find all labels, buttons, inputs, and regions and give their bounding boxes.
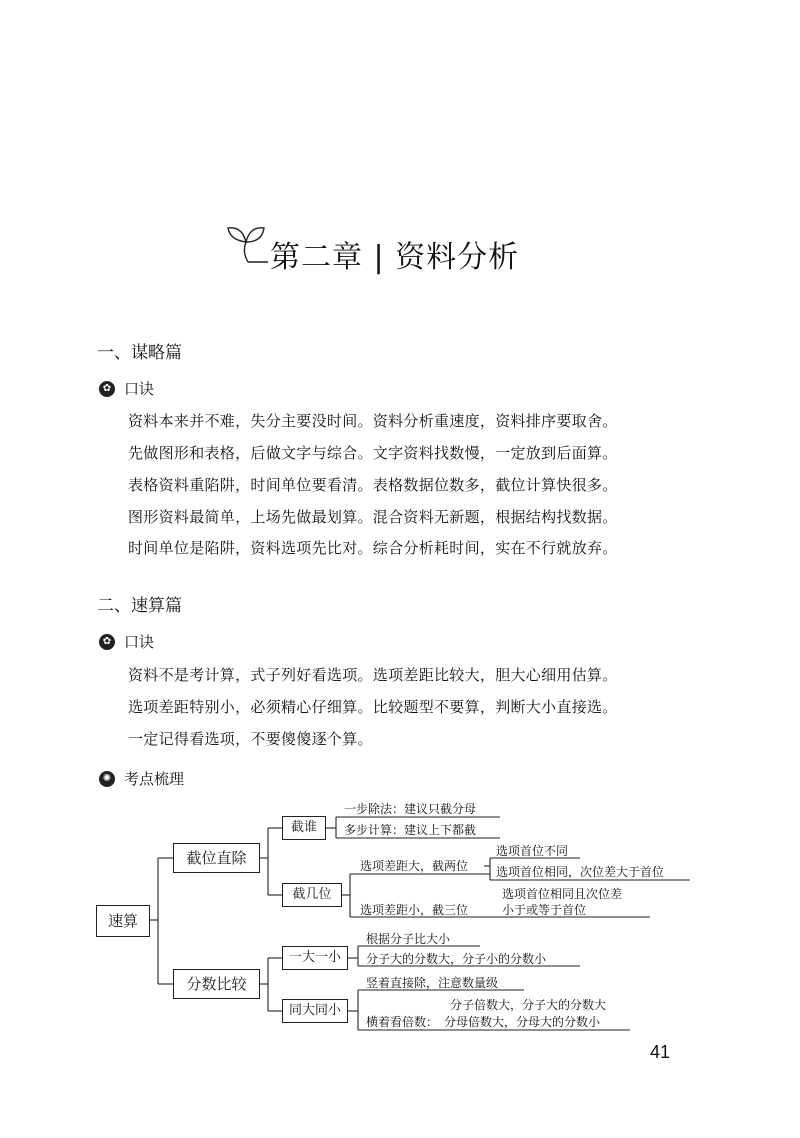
mindmap-leaf: 选项差距小，截三位 bbox=[360, 903, 469, 917]
section-title-strategy: 一、谋略篇 bbox=[97, 343, 182, 363]
mindmap-leaf-prefix: 横着看倍数： bbox=[366, 1015, 439, 1029]
chapter-title: 第二章 | 资料分析 bbox=[270, 240, 520, 275]
mindmap-root: 速算 bbox=[96, 905, 150, 937]
mindmap-leaf: 选项首位相同，次位差大于首位 bbox=[496, 865, 665, 879]
verse-line: 选项差距特别小，必须精心仔细算。比较题型不要算，判断大小直接选。 bbox=[128, 698, 618, 716]
mindmap-node-both-big-or-small: 同大同小 bbox=[282, 999, 348, 1023]
mindmap-leaf: 根据分子比大小 bbox=[366, 932, 451, 946]
verse-line: 一定记得看选项，不要傻傻逐个算。 bbox=[128, 730, 373, 748]
verse-line: 先做图形和表格，后做文字与综合。文字资料找数慢，一定放到后面算。 bbox=[128, 444, 618, 462]
subsection-title-rhyme: 口诀 bbox=[124, 380, 155, 398]
mindmap-leaf: 小于或等于首位 bbox=[502, 903, 587, 917]
page-number: 41 bbox=[650, 1042, 671, 1062]
verse-line: 时间单位是陷阱，资料选项先比对。综合分析耗时间，实在不行就放弃。 bbox=[128, 539, 618, 557]
subsection-title-key-points: 考点梳理 bbox=[124, 770, 185, 788]
mindmap-leaf: 分子大的分数大，分子小的分数小 bbox=[366, 952, 547, 966]
rhyme-icon: ✿ bbox=[99, 634, 115, 650]
verse-line: 表格资料重陷阱，时间单位要看清。表格数据位数多，截位计算快很多。 bbox=[128, 476, 618, 494]
verse-line: 图形资料最简单，上场先做最划算。混合资料无新题，根据结构找数据。 bbox=[128, 508, 618, 526]
subsection-title-rhyme: 口诀 bbox=[124, 633, 155, 651]
mindmap-branch-fraction-compare: 分数比较 bbox=[173, 969, 260, 999]
rhyme-icon: ✿ bbox=[99, 381, 115, 397]
verse-line: 资料不是考计算，式子列好看选项。选项差距比较大，胆大心细用估算。 bbox=[128, 666, 618, 684]
section-title-quick-calc: 二、速算篇 bbox=[97, 596, 182, 616]
mindmap-leaf: 选项首位不同 bbox=[496, 844, 569, 858]
mindmap-leaf: 分子倍数大，分子大的分数大 bbox=[450, 998, 607, 1012]
mindmap-leaf: 多步计算：建议上下都截 bbox=[344, 823, 477, 837]
verse-line: 资料本来并不难，失分主要没时间。资料分析重速度，资料排序要取舍。 bbox=[128, 412, 618, 430]
mindmap-leaf: 竖着直接除，注意数量级 bbox=[366, 976, 499, 990]
mindmap-leaf: 分母倍数大，分母大的分数小 bbox=[444, 1015, 601, 1029]
mindmap-leaf: 选项差距大，截两位 bbox=[360, 859, 469, 873]
mindmap-node-what-to-truncate: 截谁 bbox=[282, 816, 326, 840]
mindmap-node-how-many-digits: 截几位 bbox=[282, 883, 342, 907]
key-points-icon: ✺ bbox=[99, 771, 115, 787]
mindmap-node-one-big-one-small: 一大一小 bbox=[282, 946, 348, 970]
mindmap-leaf: 一步除法：建议只截分母 bbox=[344, 802, 477, 816]
mindmap-leaf: 选项首位相同且次位差 bbox=[502, 887, 623, 901]
mindmap-branch-truncation: 截位直除 bbox=[173, 843, 260, 873]
